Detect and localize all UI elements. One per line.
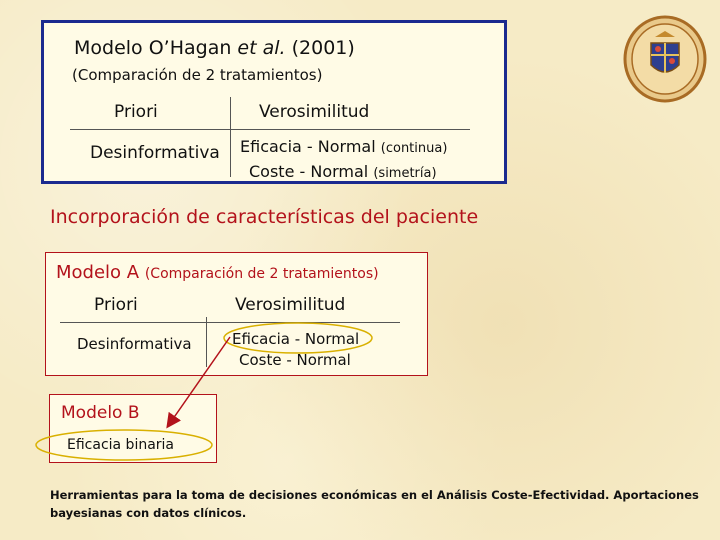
section-heading: Incorporación de características del paciente	[50, 206, 479, 228]
verosimilitud-header: Verosimilitud	[259, 102, 370, 122]
verosimilitud-header: Verosimilitud	[235, 295, 346, 315]
eficacia-row: Eficacia - Normal (continua)	[240, 137, 448, 156]
priori-header: Priori	[94, 295, 138, 315]
eficacia-row: Eficacia - Normal	[232, 330, 360, 348]
modelo-b-title: Modelo B	[61, 403, 140, 423]
eficacia-binaria-highlight	[36, 430, 212, 460]
modelo-a-title: Modelo A (Comparación de 2 tratamientos)	[56, 262, 379, 283]
ohagan-title: Modelo O’Hagan et al. (2001)	[74, 37, 355, 59]
eficacia-normal-highlight	[224, 323, 372, 353]
priori-header: Priori	[114, 102, 158, 122]
priori-value: Desinformativa	[77, 335, 192, 353]
replacement-arrow	[168, 337, 230, 426]
priori-value: Desinformativa	[90, 143, 220, 163]
coste-row: Coste - Normal	[239, 351, 351, 369]
footer-caption: Herramientas para la toma de decisiones económicas en el Análisis Coste-Efectividad. Aportaciones bayesianas con datos clínicos.	[50, 488, 699, 520]
coste-row: Coste - Normal (simetría)	[249, 162, 437, 181]
ohagan-subtitle: (Comparación de 2 tratamientos)	[72, 66, 323, 84]
eficacia-binaria: Eficacia binaria	[67, 437, 175, 453]
